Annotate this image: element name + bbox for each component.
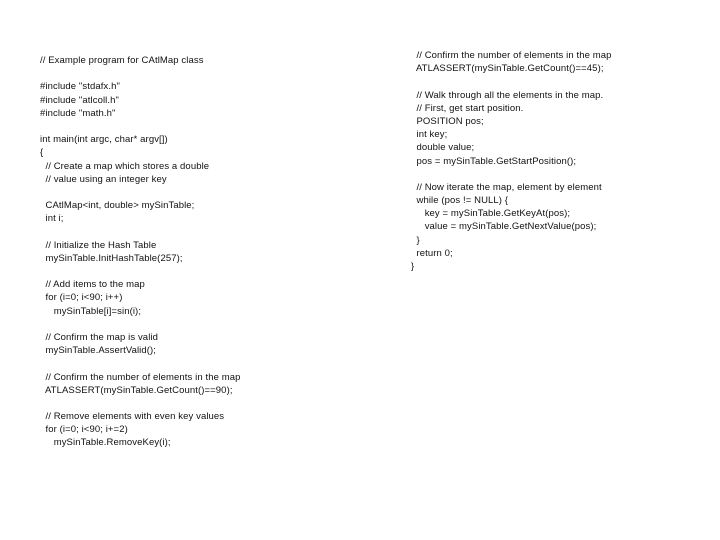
code-column-right	[411, 49, 711, 273]
blank-line	[411, 168, 711, 181]
code-line: key = mySinTable.GetKeyAt(pos);	[411, 208, 571, 220]
code-line: #include "math.h"	[40, 107, 116, 119]
code-line: pos = mySinTable.GetStartPosition();	[411, 155, 577, 167]
code-line: #include "atlcoll.h"	[40, 94, 119, 106]
blank-line	[40, 357, 370, 370]
blank-line	[40, 397, 370, 410]
code-column-left	[40, 54, 370, 450]
code-line: // Confirm the map is valid	[40, 331, 158, 343]
code-line: }	[411, 234, 420, 246]
blank-line	[40, 318, 370, 331]
code-line: POSITION pos;	[411, 115, 484, 127]
code-line: ATLASSERT(mySinTable.GetCount()==90);	[40, 384, 233, 396]
code-line: // value using an integer key	[40, 173, 167, 185]
code-line: // First, get start position.	[411, 102, 524, 114]
code-line: for (i=0; i<90; i+=2)	[40, 424, 128, 436]
blank-line	[40, 225, 370, 238]
code-line: // Confirm the number of elements in the map	[411, 50, 612, 61]
code-line: // Walk through all the elements in the map.	[411, 89, 604, 101]
code-line: // Create a map which stores a double	[40, 160, 210, 172]
code-line: double value;	[411, 142, 475, 154]
code-line: value = mySinTable.GetNextValue(pos);	[411, 221, 597, 233]
code-line: int key;	[411, 129, 448, 141]
blank-line	[40, 67, 370, 80]
code-line: #include "stdafx.h"	[40, 81, 120, 93]
code-line: for (i=0; i<90; i++)	[40, 292, 123, 304]
code-line: mySinTable.RemoveKey(i);	[40, 437, 171, 449]
code-line: // Example program for CAtlMap class	[40, 55, 204, 66]
code-line: // Initialize the Hash Table	[40, 239, 157, 251]
code-line: }	[411, 261, 415, 272]
blank-line	[40, 265, 370, 278]
code-line: CAtlMap<int, double> mySinTable;	[40, 200, 195, 212]
code-line: // Add items to the map	[40, 279, 145, 291]
code-line: // Remove elements with even key values	[40, 411, 225, 423]
code-line: // Now iterate the map, element by element	[411, 181, 602, 193]
code-line: int main(int argc, char* argv[])	[40, 134, 168, 146]
code-line: int i;	[40, 213, 64, 225]
blank-line	[40, 186, 370, 199]
blank-line	[40, 120, 370, 133]
code-line: return 0;	[411, 247, 453, 259]
blank-line	[411, 75, 711, 88]
code-line: mySinTable.InitHashTable(257);	[40, 252, 183, 264]
code-line: {	[40, 147, 44, 159]
code-line: mySinTable[i]=sin(i);	[40, 305, 142, 317]
code-line: while (pos != NULL) {	[411, 195, 509, 207]
code-line: ATLASSERT(mySinTable.GetCount()==45);	[411, 63, 604, 75]
code-line: // Confirm the number of elements in the map	[40, 371, 241, 383]
code-line: mySinTable.AssertValid();	[40, 345, 157, 357]
